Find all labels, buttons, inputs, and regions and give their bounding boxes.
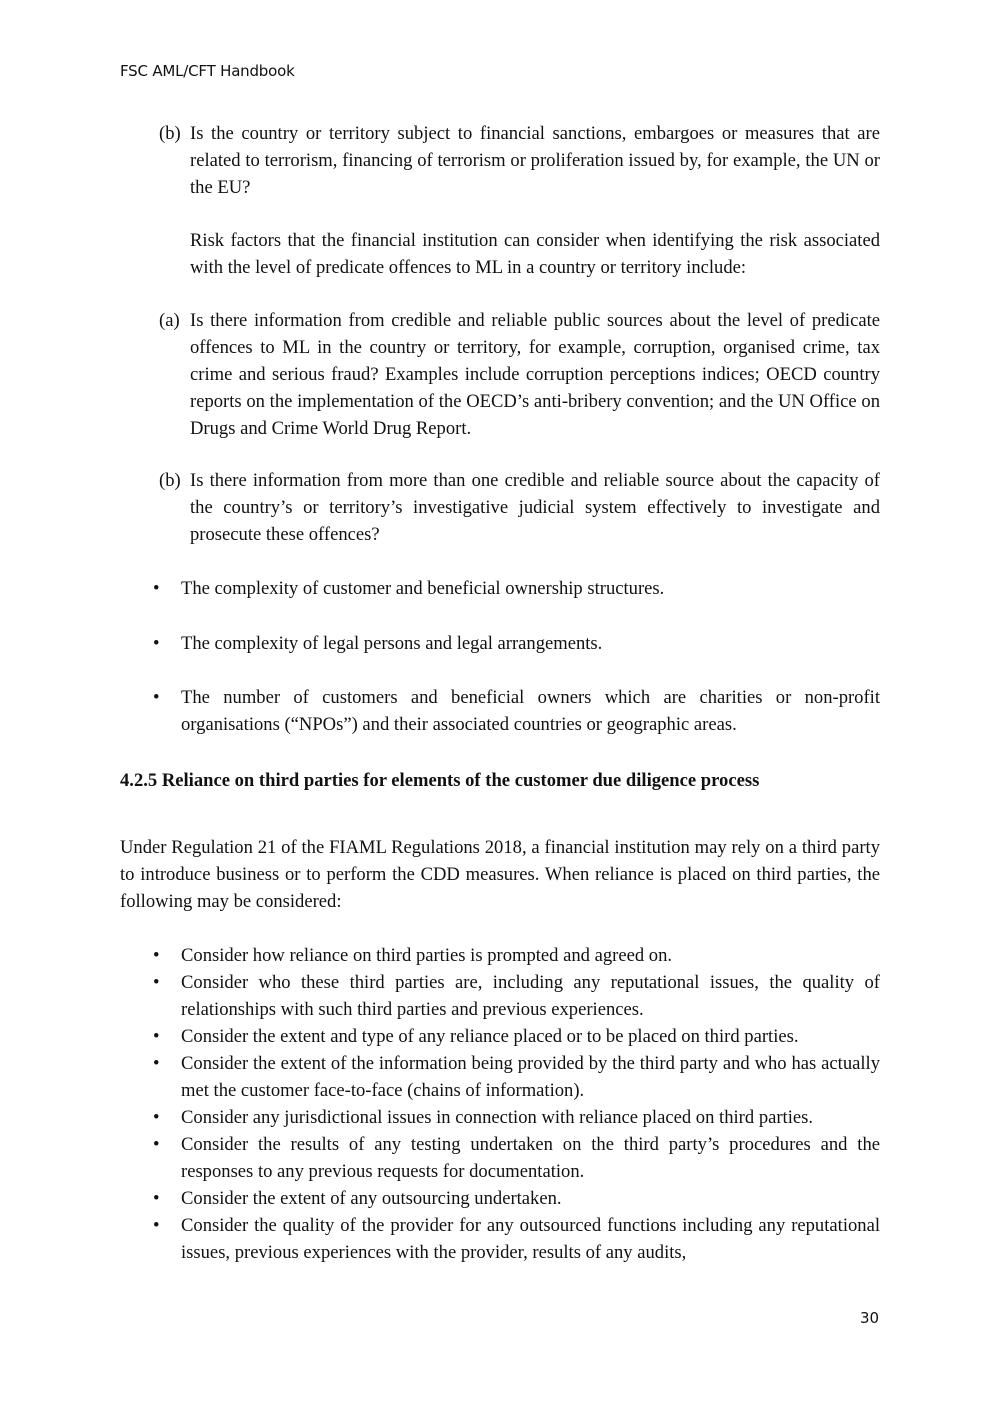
section-paragraph: Under Regulation 21 of the FIAML Regulations 2018, a financial institution may rely on a third party to introduce business or to perform the CDD measures. When reliance is placed on third parties, the following may be considered: (120, 837, 880, 912)
bullet-icon: • (153, 687, 160, 708)
page-number: 30 (860, 1309, 880, 1327)
item-label: (a) (159, 310, 180, 331)
consideration-item: • Consider the quality of the provider for any outsourced functions including any reputational issues, previous experiences with the provider, results of any audits, (120, 1212, 880, 1266)
bullet-icon: • (153, 945, 160, 966)
consideration-item: • Consider the results of any testing undertaken on the third party’s procedures and the responses to any previous requests for documentation. (120, 1131, 880, 1185)
list-item-sanctions (120, 120, 880, 202)
bullet-icon: • (153, 1215, 160, 1236)
item-text: Is there information from credible and reliable public sources about the level of predicate offences to ML in the country or territory, for example, corruption, organised crime, tax crime and serious fraud? Examples include corruption perceptions indices; OECD country reports on the implementation of the OECD’s anti-bribery convention; and the UN Office on Drugs and Crime World Drug Report. (190, 310, 880, 439)
bullet-icon: • (153, 1107, 160, 1128)
bullet-icon: • (153, 1026, 160, 1047)
bullet-icon: • (153, 1188, 160, 1209)
item-text: Is there information from more than one credible and reliable source about the capacity of the country’s or territory’s investigative judicial system effectively to investigate and prosecute these offences? (190, 470, 880, 545)
consideration-list (120, 942, 880, 1266)
bullet-icon: • (153, 972, 160, 993)
list-item-judicial-capacity (120, 467, 880, 549)
consideration-item: • Consider how reliance on third parties is prompted and agreed on. (120, 942, 880, 969)
running-header: FSC AML/CFT Handbook (120, 62, 295, 80)
item-text: Is the country or territory subject to financial sanctions, embargoes or measures that are related to terrorism, financing of terrorism or proliferation issued by, for example, the UN or the EU? (190, 123, 880, 198)
item-label: (b) (159, 123, 181, 144)
list-item-predicate-offences (120, 307, 880, 443)
consideration-item: • Consider any jurisdictional issues in connection with reliance placed on third parties. (120, 1104, 880, 1131)
consideration-item: • Consider the extent and type of any reliance placed or to be placed on third parties. (120, 1023, 880, 1050)
consideration-item: • Consider the extent of the information being provided by the third party and who has actually met the customer face-to-face (chains of information). (120, 1050, 880, 1104)
risk-factors-paragraph: Risk factors that the financial institution can consider when identifying the risk associated with the level of predicate offences to ML in a country or territory include: (190, 230, 880, 278)
bullet-icon: • (153, 578, 160, 599)
item-label: (b) (159, 470, 181, 491)
bullet-icon: • (153, 1053, 160, 1074)
consideration-item: • Consider the extent of any outsourcing undertaken. (120, 1185, 880, 1212)
bullet-icon: • (153, 1134, 160, 1155)
bullet-icon: • (153, 633, 160, 654)
consideration-item: • Consider who these third parties are, including any reputational issues, the quality of relationships with such third parties and previous experiences. (120, 969, 880, 1023)
section-heading: 4.2.5 Reliance on third parties for elements of the customer due diligence process (120, 770, 760, 791)
